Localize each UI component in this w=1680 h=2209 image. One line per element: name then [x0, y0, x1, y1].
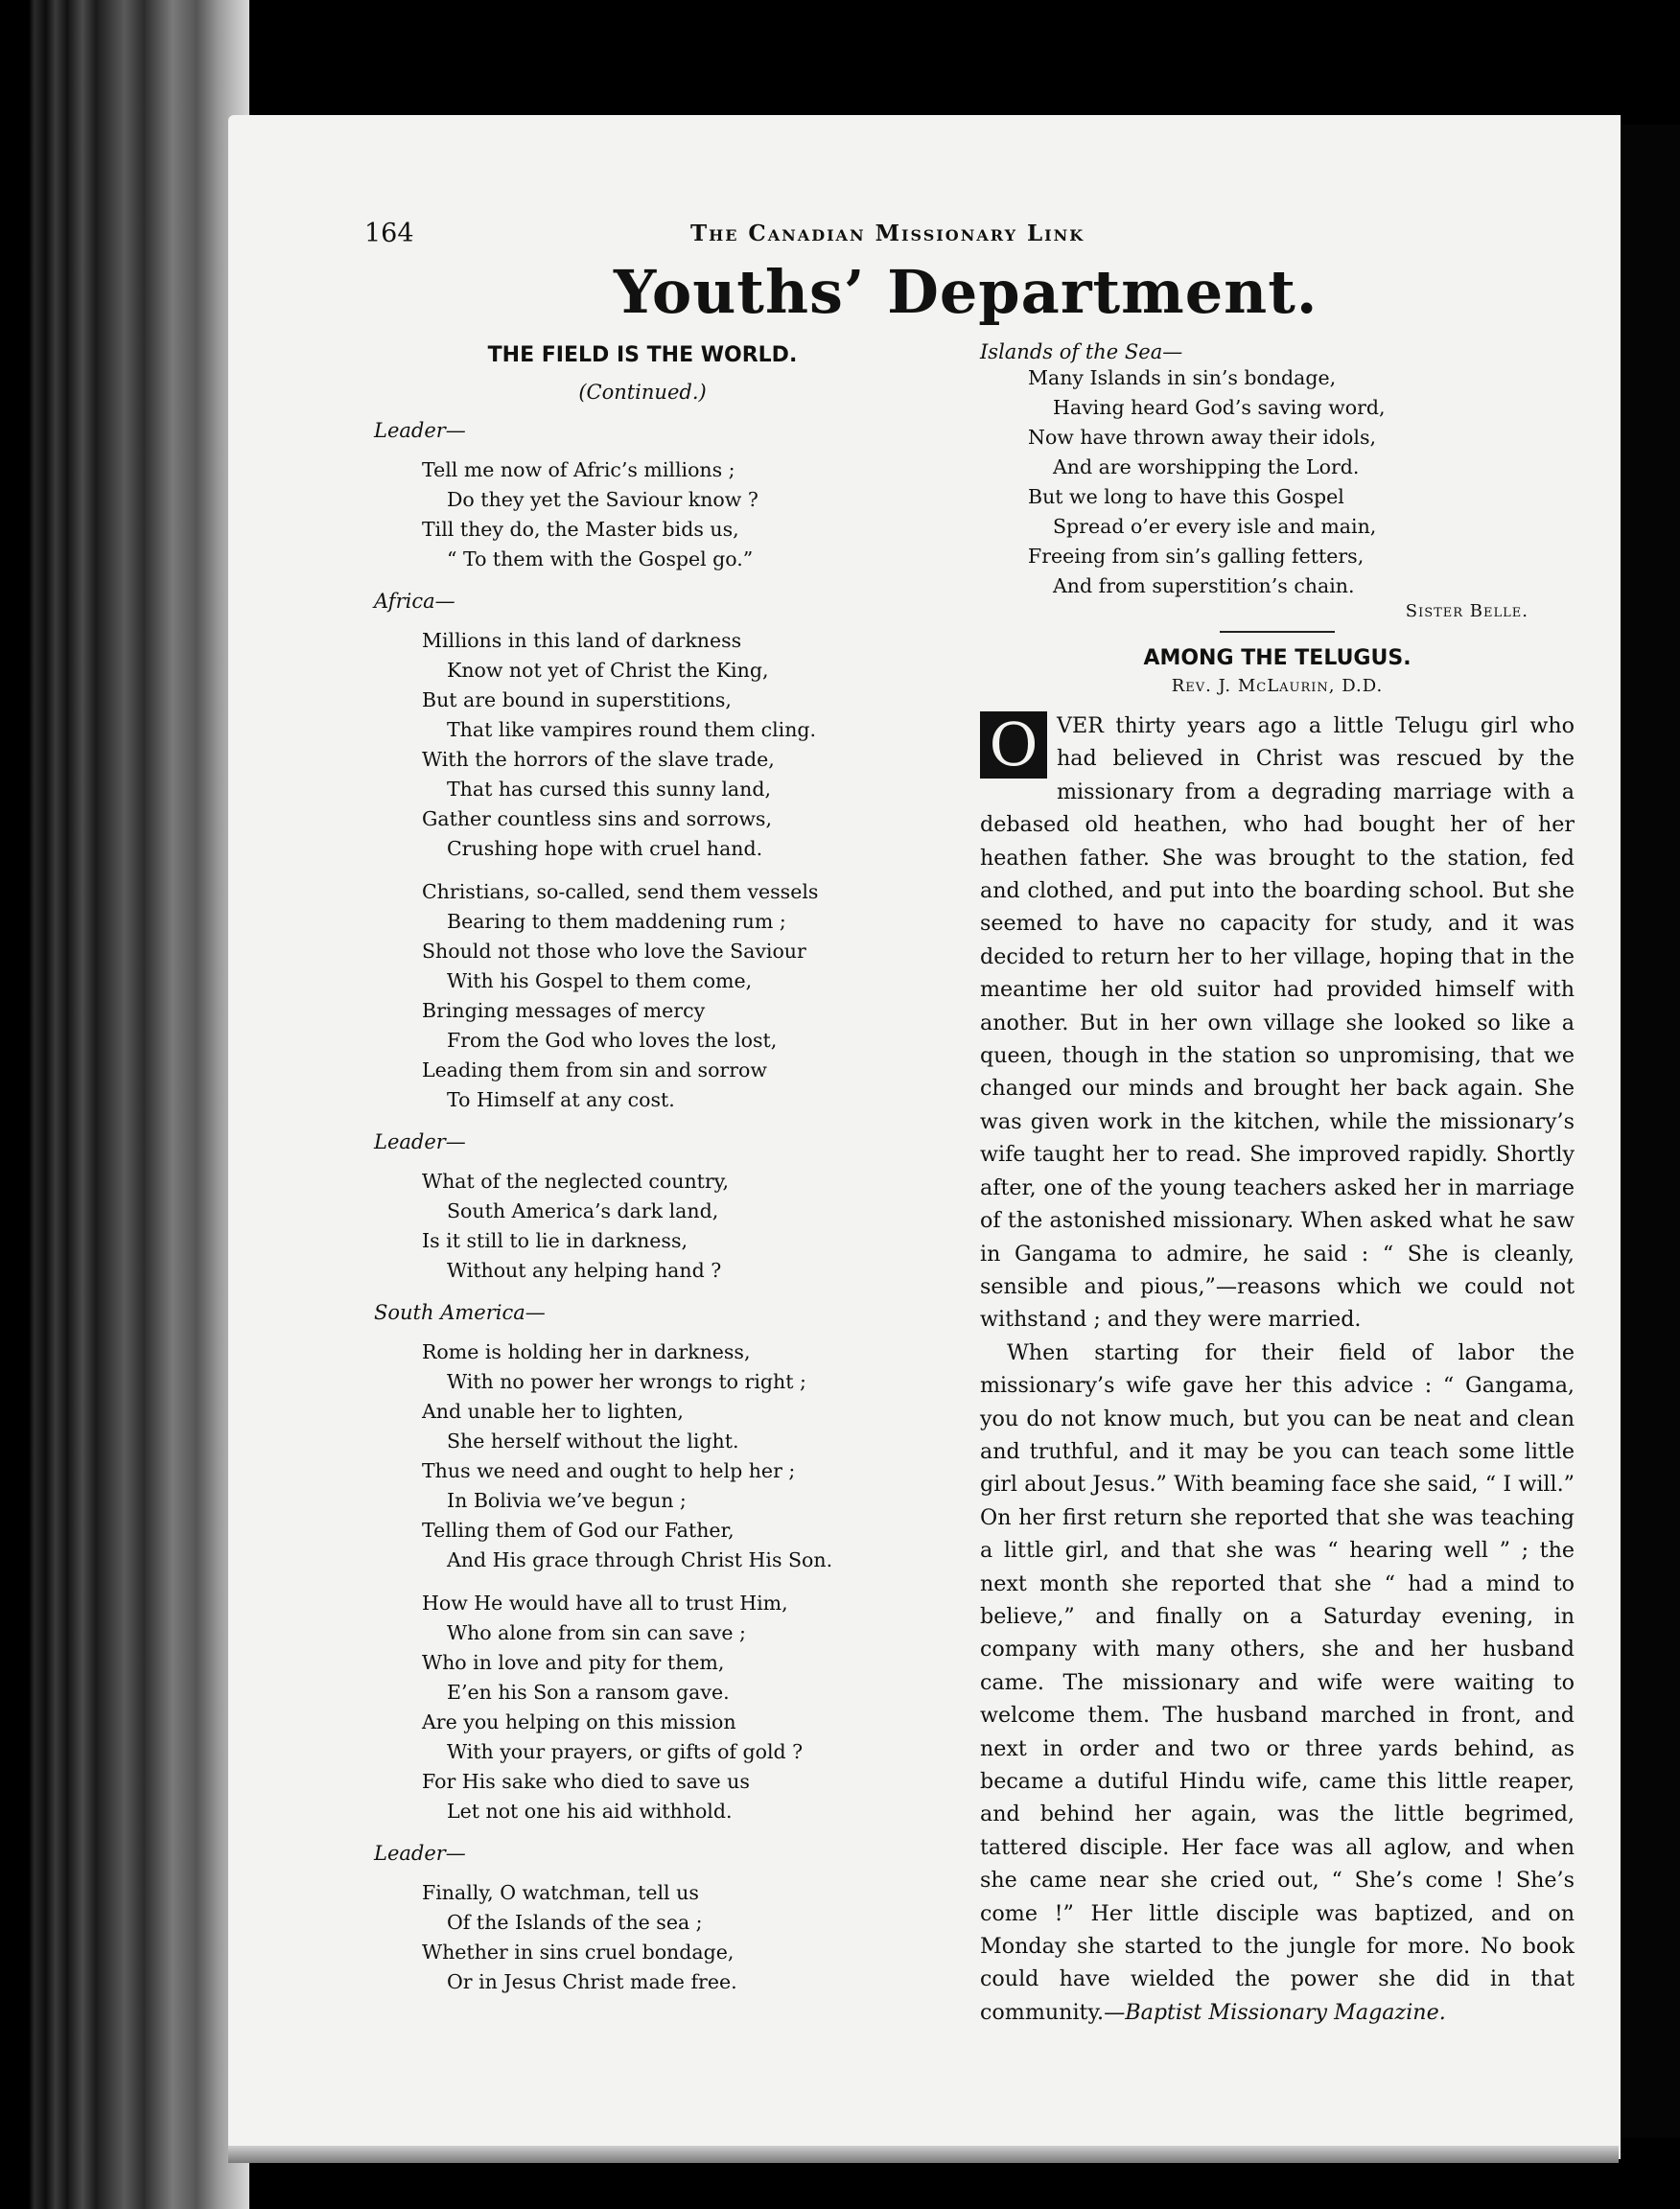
- speaker-label: South America—: [374, 1301, 546, 1324]
- speaker-label: Africa—: [374, 590, 455, 613]
- page-edge-shadow: [1621, 125, 1680, 2138]
- speaker-label: Leader—: [374, 1842, 466, 1865]
- poem-line: And His grace through Christ His Son.: [447, 1548, 833, 1571]
- poem-line: Till they do, the Master bids us,: [422, 518, 739, 541]
- poem-line: Spread o’er every isle and main,: [1053, 515, 1377, 538]
- poem-line: From the God who loves the lost,: [447, 1029, 778, 1052]
- poem-line: Millions in this land of darkness: [422, 629, 742, 652]
- poem-line: Who alone from sin can save ;: [447, 1621, 746, 1644]
- poem-line: But we long to have this Gospel: [1028, 485, 1344, 508]
- poem-line: Or in Jesus Christ made free.: [447, 1970, 737, 1993]
- article-paragraph: [980, 709, 1575, 1337]
- poem-line: Let not one his aid withhold.: [447, 1800, 733, 1823]
- poem-line: South America’s dark land,: [447, 1199, 719, 1222]
- poem-subtitle: (Continued.): [578, 381, 707, 404]
- poem-line: How He would have all to trust Him,: [422, 1592, 788, 1615]
- poem-line: Rome is holding her in darkness,: [422, 1340, 751, 1363]
- poem-line: With the horrors of the slave trade,: [422, 748, 775, 771]
- poem-line: Do they yet the Saviour know ?: [447, 488, 758, 511]
- poem-line: Know not yet of Christ the King,: [447, 659, 769, 682]
- poem-line: Bearing to them maddening rum ;: [447, 910, 786, 933]
- poem-title: THE FIELD IS THE WORLD.: [487, 343, 798, 367]
- stanza: [422, 1878, 911, 1997]
- poem-line: Without any helping hand ?: [447, 1259, 722, 1282]
- book-binding: [0, 0, 249, 2209]
- stanza: [422, 877, 911, 1115]
- poem-line: For His sake who died to save us: [422, 1770, 750, 1793]
- poem-line: Leading them from sin and sorrow: [422, 1058, 767, 1081]
- stanza: [1028, 363, 1575, 601]
- article-body: [980, 709, 1575, 2029]
- poem-signature: Sister Belle.: [1405, 601, 1528, 621]
- page-title: Youths’ Department.: [614, 257, 1318, 327]
- poem-column: [374, 343, 911, 2011]
- stanza: [422, 1337, 911, 1575]
- poem-line: Of the Islands of the sea ;: [447, 1911, 703, 1934]
- drop-cap: O: [980, 711, 1047, 779]
- poem-line: With no power her wrongs to right ;: [447, 1370, 806, 1393]
- poem-line: Finally, O watchman, tell us: [422, 1881, 699, 1904]
- poem-line: Having heard God’s saving word,: [1053, 396, 1386, 419]
- speaker-label: Leader—: [374, 1130, 466, 1153]
- article-byline: Rev. J. McLaurin, D.D.: [1171, 676, 1384, 696]
- stanza: [422, 1167, 911, 1286]
- page-bottom-edge: [228, 2146, 1619, 2163]
- poem-line: E’en his Son a ransom gave.: [447, 1681, 730, 1704]
- running-head: The Canadian Missionary Link: [690, 221, 1085, 246]
- page-number: 164: [364, 219, 414, 248]
- right-column: [980, 340, 1575, 2029]
- poem-line: Who in love and pity for them,: [422, 1651, 725, 1674]
- poem-line: Are you helping on this mission: [422, 1710, 736, 1733]
- poem-line: To Himself at any cost.: [447, 1088, 675, 1111]
- stanza: [422, 1589, 911, 1826]
- stanza: [422, 626, 911, 864]
- poem-line: Is it still to lie in darkness,: [422, 1229, 688, 1252]
- poem-line: Christians, so-called, send them vessels: [422, 880, 819, 903]
- paragraph-text: VER thirty years ago a little Telugu girl who had believed in Christ was rescued by the missionary from a degrading marriage with a debased old heathen, who had bought her of her heathen father. She was brought to the station, fed and clothed, and put into the boarding school. But she seemed to have no capacity for study, and it was decided to return her to her village, hoping that in the meantime her old suitor had provided himself with another. But in her own village she looked so like a queen, though in the station so unpromising, that we changed our minds and brought her back again. She was given work in the kitchen, while the missionary’s wife taught her to read. She improved rapidly. Shortly after, one of the young teachers asked her in marriage of the astonished missionary. When asked what he saw in Gangama to admire, he said : “ She is cleanly, sensible and pious,”—reasons which we could not withstand ; and they were married.: [980, 713, 1575, 1333]
- poem-line: Whether in sins cruel bondage,: [422, 1941, 735, 1964]
- poem-line: Telling them of God our Father,: [422, 1519, 735, 1542]
- poem-line: Tell me now of Afric’s millions ;: [422, 458, 735, 481]
- poem-sections: [374, 419, 911, 1997]
- poem-line: What of the neglected country,: [422, 1170, 730, 1193]
- poem-line: And from superstition’s chain.: [1053, 574, 1355, 597]
- poem-line: Should not those who love the Saviour: [422, 940, 806, 963]
- article-title: AMONG THE TELUGUS.: [1143, 646, 1412, 670]
- poem-line: In Bolivia we’ve begun ;: [447, 1489, 687, 1512]
- poem-line: That like vampires round them cling.: [447, 718, 817, 741]
- poem-line: With your prayers, or gifts of gold ?: [447, 1740, 804, 1763]
- poem-line: She herself without the light.: [447, 1430, 739, 1453]
- poem-line: Bringing messages of mercy: [422, 999, 706, 1022]
- speaker-label: Leader—: [374, 419, 466, 442]
- poem-line: Gather countless sins and sorrows,: [422, 807, 772, 830]
- speaker-label: Islands of the Sea—: [980, 340, 1183, 363]
- poem-line: But are bound in superstitions,: [422, 688, 732, 711]
- poem-line: And unable her to lighten,: [422, 1400, 684, 1423]
- article-source: Baptist Missionary Magazine.: [1125, 1999, 1446, 2025]
- poem-line: Now have thrown away their idols,: [1028, 426, 1376, 449]
- poem-line: And are worshipping the Lord.: [1053, 455, 1360, 478]
- article-paragraph: [980, 1337, 1575, 2030]
- poem-line: Thus we need and ought to help her ;: [422, 1459, 796, 1482]
- poem-line: Many Islands in sin’s bondage,: [1028, 366, 1337, 389]
- poem-line: Freeing from sin’s galling fetters,: [1028, 545, 1365, 568]
- stanza: [422, 455, 911, 574]
- poem-line: “ To them with the Gospel go.”: [447, 547, 754, 570]
- section-divider: [1220, 631, 1335, 633]
- poem-line: With his Gospel to them come,: [447, 969, 753, 992]
- poem-line: That has cursed this sunny land,: [447, 778, 771, 801]
- poem-line: Crushing hope with cruel hand.: [447, 837, 763, 860]
- paragraph-text: When starting for their field of labor the missionary’s wife gave her this advice : “ Gangama, you do not know much, but you can be neat and clean and truthful, and it may be you can teach some little girl about Jesus.” With beaming face she said, “ I will.” On her first return she reported that she was teaching a little girl, and that she was “ hearing well ” ; the next month she reported that she “ had a mind to believe,” and finally on a Saturday evening, in company with many others, she and her husband came. The missionary and wife were waiting to welcome them. The husband marched in front, and next in order and two or three yards behind, as became a dutiful Hindu wife, came this little reaper, and behind her again, was the little begrimed, tattered disciple. Her face was all aglow, and when she came near she cried out, “ She’s come ! She’s come !” Her little disciple was baptized, and on Monday she started to the jungle for more. No book could have wielded the power she did in that community.—: [980, 1339, 1575, 2025]
